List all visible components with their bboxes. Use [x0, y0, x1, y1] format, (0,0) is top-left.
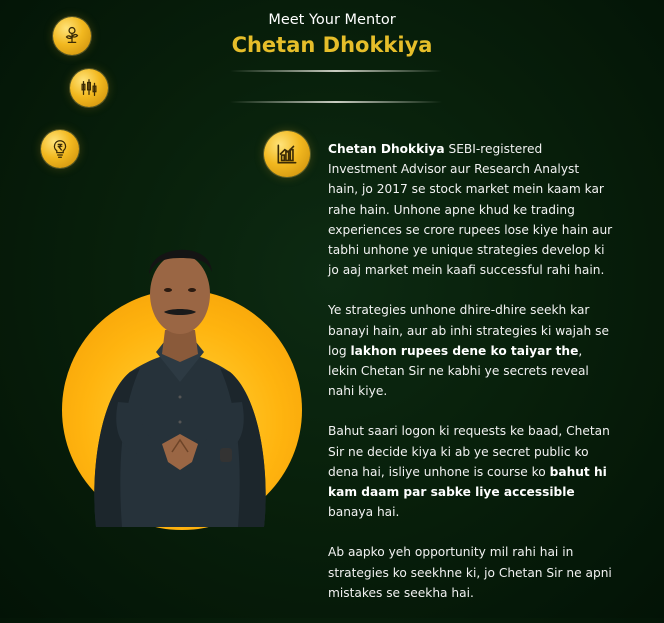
bio-text: banaya hai. — [328, 505, 400, 520]
bio-text: SEBI-registered Investment Advisor aur Research Analyst hain, jo 2017 se stock market mein kaam kar rahe hain. Unhone apne khud ke trading experiences se crore rupees lose kiye hain aur tabhi unhone ye unique strategies develop ki jo aaj market mein kaafi successful rahi hain. — [328, 142, 613, 278]
mentor-name-title: Chetan Dhokkiya — [231, 33, 433, 57]
mentor-photo — [60, 222, 300, 532]
bio-text: , lekin Chetan Sir ne kabhi ye secrets reveal nahi kiye. — [328, 343, 589, 399]
divider-bottom — [230, 101, 442, 103]
bio-highlight: lakhon rupees dene ko taiyar the — [350, 343, 579, 358]
mentor-bio — [328, 139, 613, 623]
bio-text: Ye strategies unhone dhire-dhire seekh kar banayi hain, aur ab inhi strategies ki wajah se log — [328, 303, 609, 358]
bio-paragraph-1 — [328, 139, 613, 280]
money-plant-icon — [53, 17, 91, 55]
section-subtitle: Meet Your Mentor — [268, 12, 396, 28]
bar-chart-growth-icon — [264, 131, 310, 177]
bio-paragraph-4: Ab aapko yeh opportunity mil rahi hai in strategies ko seekhne ki, jo Chetan Sir ne apni mistakes se seekha hai. — [328, 545, 612, 600]
rupee-bulb-icon — [41, 130, 79, 168]
bio-highlight: bahut hi kam daam par sabke liye accessible — [328, 464, 607, 500]
candlestick-chart-icon — [70, 69, 108, 107]
bio-name: Chetan Dhokkiya — [328, 142, 445, 156]
bio-paragraph-2 — [328, 300, 613, 401]
divider-top — [230, 70, 442, 72]
bio-paragraph-3 — [328, 421, 613, 522]
bio-text: Bahut saari logon ki requests ke baad, Chetan Sir ne decide kiya ki ab ye secret public ko dena hai, isliye unhone is course ko — [328, 424, 610, 479]
